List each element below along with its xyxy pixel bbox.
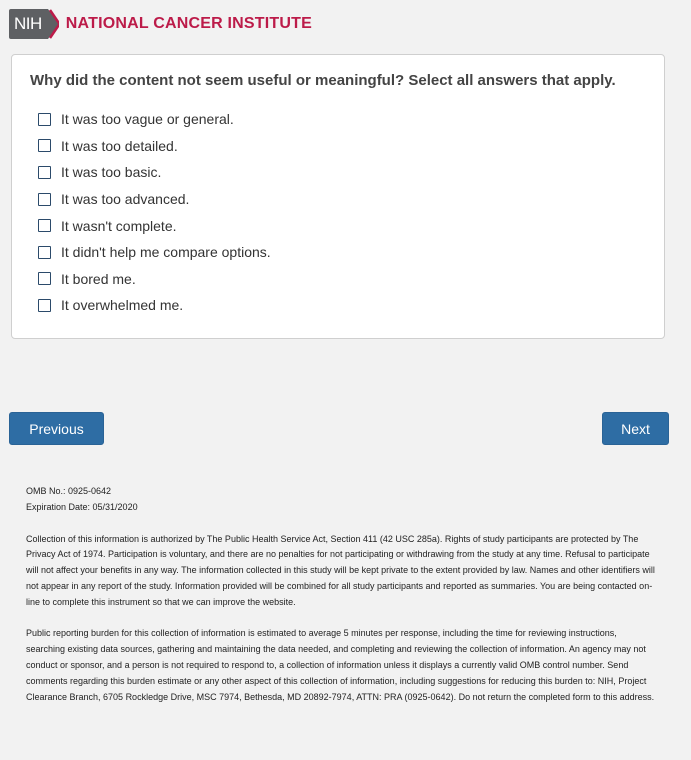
option-bored-me[interactable] — [38, 266, 271, 293]
option-too-advanced[interactable] — [38, 186, 271, 213]
option-too-detailed[interactable] — [38, 133, 271, 160]
legal-footer — [26, 484, 658, 721]
checkbox[interactable] — [38, 113, 51, 126]
question-title: Why did the content not seem useful or meaningful? Select all answers that apply. — [30, 72, 616, 89]
checkbox[interactable] — [38, 193, 51, 206]
question-card — [11, 54, 665, 339]
institute-name: NATIONAL CANCER INSTITUTE — [65, 15, 312, 32]
nih-logo-arrow-icon — [45, 9, 59, 39]
checkbox[interactable] — [38, 246, 51, 259]
answer-options-list — [38, 106, 271, 319]
previous-button[interactable]: Previous — [9, 412, 104, 445]
nih-logo — [9, 9, 59, 39]
collection-notice: Collection of this information is authorized by The Public Health Service Act, Section 411 (42 USC 285a). Rights of study participants are protected by The Privacy Act of 1974. Participation is voluntary, and there are no penalties for not participating or withdrawing from the study at any time. Refusal to participate will not affect your benefits in any way. The information collected in this study will be kept private to the extent provided by law. Names and other identifiers will not appear in any report of the study. Information provided will be combined for all study participants and reported as summaries. You are being contacted on-line to complete this instrument so that we can improve the website. — [26, 533, 655, 607]
option-too-basic[interactable] — [38, 159, 271, 186]
option-label: It was too detailed. — [61, 137, 178, 154]
option-label: It didn't help me compare options. — [61, 244, 271, 261]
option-label: It was too basic. — [61, 164, 162, 181]
omb-number: OMB No.: 0925-0642 — [26, 486, 112, 496]
option-not-complete[interactable] — [38, 212, 271, 239]
option-label: It wasn't complete. — [61, 217, 177, 234]
burden-notice: Public reporting burden for this collection of information is estimated to average 5 minutes per response, including the time for reviewing instructions, searching existing data sources, gathering and maintaining the data needed, and completing and reviewing the collection of information. An agency may not conduct or sponsor, and a person is not required to respond to, a collection of information unless it displays a currently valid OMB control number. Send comments regarding this burden estimate or any other aspect of this collection of information, including suggestions for reducing this burden to: NIH, Project Clearance Branch, 6705 Rockledge Drive, MSC 7974, Bethesda, MD 20892-7974, ATTN: PRA (0925-0642). Do not return the completed form to this address. — [26, 628, 655, 702]
checkbox[interactable] — [38, 139, 51, 152]
checkbox[interactable] — [38, 219, 51, 232]
option-label: It overwhelmed me. — [61, 297, 184, 314]
option-no-compare-help[interactable] — [38, 239, 271, 266]
next-button[interactable]: Next — [602, 412, 669, 445]
nih-logo-text: NIH — [9, 9, 45, 39]
expiration-date: Expiration Date: 05/31/2020 — [26, 501, 138, 512]
checkbox[interactable] — [38, 166, 51, 179]
option-label: It bored me. — [61, 270, 136, 287]
site-header — [9, 9, 312, 39]
option-too-vague[interactable] — [38, 106, 271, 133]
option-label: It was too advanced. — [61, 191, 190, 208]
checkbox[interactable] — [38, 299, 51, 312]
option-label: It was too vague or general. — [61, 111, 234, 128]
option-overwhelmed-me[interactable] — [38, 292, 271, 319]
omb-info — [26, 484, 658, 516]
checkbox[interactable] — [38, 272, 51, 285]
